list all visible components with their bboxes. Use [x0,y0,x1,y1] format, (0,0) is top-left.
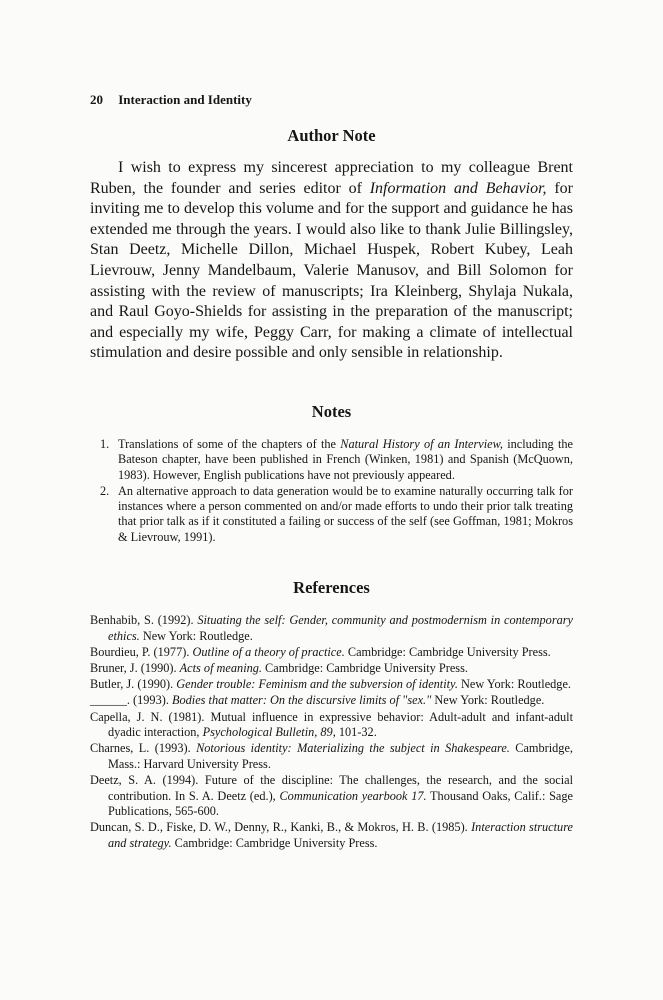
reference-text: Thousand Oaks, Calif.: Sage Publications, 565-600. [108,788,573,819]
author-note-text-2: for inviting me to develop this volume and for the support and guidance he has extended me through the years. I would also like to thank Julie Billingsley, Stan Deetz, Michelle Dillon, Michael Huspek, Robert Kubey, Leah Lievrouw, Jenny Mandelbaum, Valerie Manusov, and Bill Solomon for assisting with the review of manuscripts; Ira Kleinberg, Shylaja Nukala, and Raul Goyo-Shields for assisting in the preparation of the manuscript; and especially my wife, Peggy Carr, for making a climate of intellectual stimulation and desire possible and only sensible in relationship. [90,179,573,362]
reference-text: Bourdieu, P. (1977). [90,644,193,659]
reference-title: Acts of meaning. [179,660,262,675]
notes-heading: Notes [311,402,352,421]
reference-entry [90,661,573,677]
notes-list [90,437,573,546]
note-italic-title: Natural History of an Interview, [340,437,503,451]
author-note-paragraph [90,158,573,364]
reference-entry [90,645,573,661]
reference-entry [90,693,573,709]
reference-title: Gender trouble: Feminism and the subversion of identity. [176,677,458,692]
reference-text: Cambridge, Mass.: Harvard University Press. [108,741,573,771]
reference-title: Situating the self: Gender, community and postmodernism in contemporary ethics. [108,613,573,643]
reference-text: Cambridge: Cambridge University Press. [171,836,378,851]
note-text: including the Bateson chapter, have been published in French (Winken, 1981) and Spanish (McQuown, 1983). However, English publications have not previously appeared. [118,437,573,482]
reference-entry [90,710,573,741]
note-text: An alternative approach to data generation would be to examine naturally occurring talk for instances where a person commented on and/or made efforts to undo their prior talk treating that prior talk as if it constituted a failing or success of the self (see Goffman, 1981; Mokros & Lievrouw, 1991). [118,483,573,544]
author-note-series-title: Information and Behavior, [369,179,547,197]
reference-title: Bodies that matter: On the discursive limits of "sex." [171,693,432,708]
author-note-heading: Author Note [287,126,376,145]
reference-text: ______. (1993). [90,693,172,708]
note-number: 2. [100,483,110,498]
reference-title: Communication yearbook 17. [279,788,427,803]
reference-journal: Psychological Bulletin, 89, [202,725,336,740]
reference-text: Cambridge: Cambridge University Press. [261,660,468,675]
page-number: 20 [90,92,103,107]
reference-text: Butler, J. (1990). [90,677,177,692]
reference-text: New York: Routledge. [457,677,571,692]
note-text: Translations of some of the chapters of the [118,437,341,451]
reference-title: Notorious identity: Materializing the subject in Shakespeare. [196,741,510,756]
reference-entry [90,677,573,693]
author-note-text-1: I wish to express my sincerest appreciation to my colleague Brent Ruben, the founder and series editor of [90,159,573,197]
reference-text: New York: Routledge. [139,628,253,643]
reference-entry [90,741,573,772]
reference-text: Duncan, S. D., Fiske, D. W., Denny, R., Kanki, B., & Mokros, H. B. (1985). [90,820,472,835]
references-heading: References [293,578,370,597]
reference-text: Charnes, L. (1993). [90,741,197,756]
reference-title: Interaction structure and strategy. [108,820,573,851]
reference-text: Cambridge: Cambridge University Press. [344,644,551,659]
reference-text: Deetz, S. A. (1994). Future of the discipline: The challenges, the research, and the social contribution. In S. A. Deetz (ed.), [90,773,573,803]
running-head-title: Interaction and Identity [118,92,252,107]
reference-text: New York: Routledge. [431,693,545,708]
reference-entry [90,613,573,644]
running-head [90,92,252,108]
reference-entry [90,820,573,851]
reference-text: Bruner, J. (1990). [90,660,180,675]
reference-text: Capella, J. N. (1981). Mutual influence in expressive behavior: Adult-adult and infant-adult dyadic interaction, [90,709,573,740]
reference-entry [90,773,573,820]
references-list [90,613,573,852]
reference-text: 101-32. [335,725,377,740]
note-item [90,484,573,545]
reference-title: Outline of a theory of practice. [192,644,345,659]
note-number: 1. [100,437,110,451]
reference-text: Benhabib, S. (1992). [90,613,198,627]
note-item [90,437,573,483]
